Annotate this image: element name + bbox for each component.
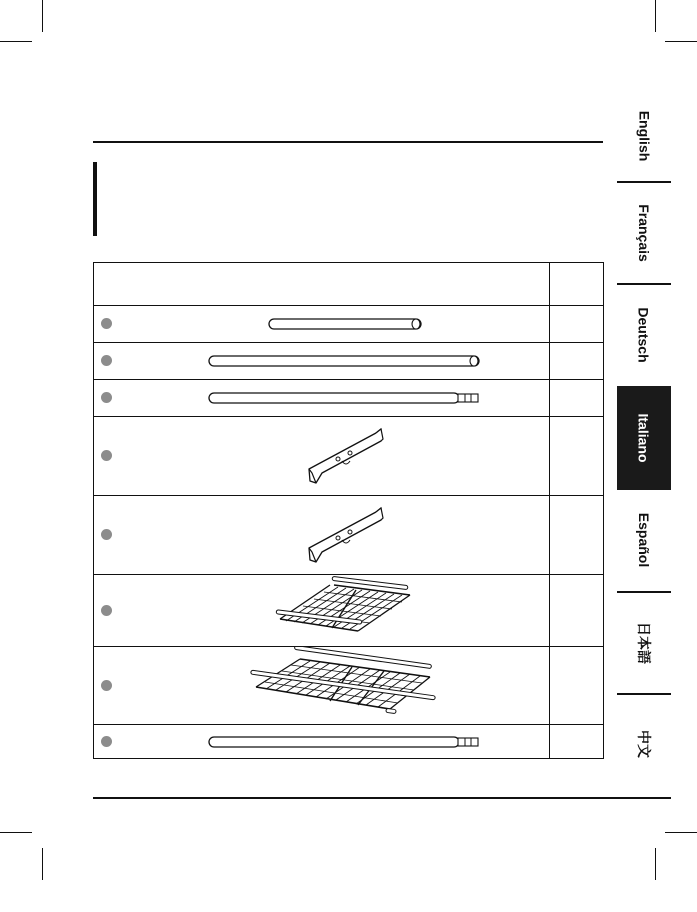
part-image-cell	[94, 380, 550, 417]
crop-mark	[665, 41, 697, 42]
language-tab-label: Español	[636, 512, 652, 568]
part-image-cell	[94, 417, 550, 496]
short-tube-icon	[94, 306, 549, 343]
connector-tube-icon	[94, 380, 549, 417]
language-tab-label: English	[636, 110, 652, 162]
language-tab-label: Italiano	[635, 413, 652, 463]
crop-mark	[665, 832, 697, 833]
part-quantity-cell	[550, 343, 604, 380]
table-row	[94, 725, 604, 759]
header-quantity-cell	[550, 263, 604, 306]
part-quantity-cell	[550, 417, 604, 496]
language-tab-label: Deutsch	[636, 307, 653, 363]
language-tab-deutsch[interactable]	[617, 286, 671, 384]
tab-divider	[617, 591, 671, 593]
language-tab-chinese[interactable]	[617, 696, 671, 792]
part-quantity-cell	[550, 496, 604, 575]
table-row	[94, 575, 604, 647]
long-tube-icon	[94, 343, 549, 380]
crop-mark	[0, 41, 32, 42]
part-quantity-cell	[550, 725, 604, 759]
language-tab-label: Français	[636, 204, 652, 262]
part-image-cell	[94, 306, 550, 343]
table-row	[94, 380, 604, 417]
part-image-cell	[94, 647, 550, 725]
part-quantity-cell	[550, 380, 604, 417]
wire-shelf-large-icon	[94, 647, 549, 725]
tab-divider	[617, 693, 671, 695]
language-tab-label: 日本語	[636, 622, 652, 664]
part-quantity-cell	[550, 575, 604, 647]
tab-divider	[617, 283, 671, 285]
crop-mark	[0, 832, 32, 833]
parts-table-header	[94, 263, 604, 306]
header-description-cell	[94, 263, 550, 306]
footer-rule	[93, 797, 671, 799]
crop-mark	[42, 0, 43, 32]
section-accent-bar	[93, 162, 97, 236]
connector-tube-icon	[94, 725, 549, 759]
table-row	[94, 496, 604, 575]
table-row	[94, 306, 604, 343]
table-row	[94, 417, 604, 496]
part-image-cell	[94, 725, 550, 759]
language-tab-japanese[interactable]	[617, 594, 671, 692]
shelf-bracket-icon	[94, 417, 549, 496]
wire-shelf-small-icon	[94, 575, 549, 647]
parts-table	[93, 262, 604, 759]
table-row	[94, 343, 604, 380]
shelf-bracket-icon	[94, 496, 549, 575]
crop-mark	[655, 0, 656, 32]
crop-mark	[655, 848, 656, 880]
crop-mark	[42, 848, 43, 880]
language-tab-label: 中文	[636, 730, 652, 758]
language-tab-espanol[interactable]	[617, 490, 671, 590]
language-tab-italiano[interactable]	[617, 386, 671, 490]
header-rule	[93, 141, 603, 143]
language-tab-francais[interactable]	[617, 184, 671, 282]
part-quantity-cell	[550, 306, 604, 343]
part-image-cell	[94, 496, 550, 575]
part-quantity-cell	[550, 647, 604, 725]
part-image-cell	[94, 575, 550, 647]
table-row	[94, 647, 604, 725]
language-tab-english[interactable]	[617, 92, 671, 180]
tab-divider	[617, 181, 671, 183]
part-image-cell	[94, 343, 550, 380]
